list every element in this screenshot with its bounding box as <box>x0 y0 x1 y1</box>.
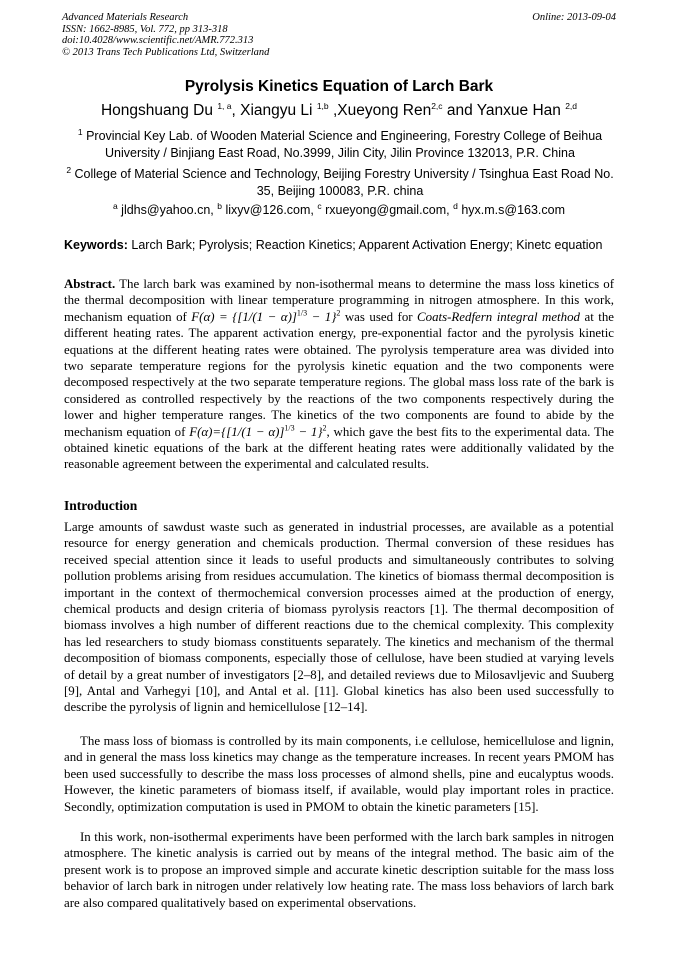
equation-exponent: 2 <box>322 423 327 433</box>
paper-title: Pyrolysis Kinetics Equation of Larch Bark <box>184 78 494 95</box>
equation-part: − 1} <box>294 424 323 439</box>
email-mark: a <box>112 200 118 211</box>
equation-part: − 1} <box>307 309 337 324</box>
journal-header <box>62 12 269 58</box>
equation-exponent: 2 <box>336 308 341 318</box>
journal-name: Advanced Materials Research <box>62 12 189 23</box>
author-affiliation-mark: 2,d <box>565 100 578 111</box>
author-list <box>0 102 678 120</box>
author-name: Hongshuang Du <box>100 102 218 119</box>
author-affiliation-mark: 1, a <box>217 100 232 111</box>
author-name: ,Xueyong Ren <box>328 102 432 119</box>
email-mark: b <box>217 200 222 211</box>
equation-part: F(α)={[1/(1 − α)] <box>189 424 285 439</box>
author-name: , Xiangyu Li <box>231 102 317 119</box>
doi-line: doi:10.4028/www.scientific.net/AMR.772.313 <box>62 35 254 46</box>
email-mark: c <box>317 200 322 211</box>
copyright-line: © 2013 Trans Tech Publications Ltd, Switzerland <box>62 46 270 58</box>
equation-exponent: 1/3 <box>296 308 308 318</box>
issn-line: ISSN: 1662-8985, Vol. 772, pp 313-318 <box>62 23 228 35</box>
online-date: Online: 2013-09-04 <box>532 12 616 23</box>
abstract-text: at the different heating rates. The apparent activation energy, pre-exponential factor and the pyrolysis kinetic equations at the different heating rates were obtained. The pyrolysis temperature area was divided into two separate temperature regions for the pyrolysis kinetic equation and the two components were decomposed respectively at the two separate temperature regions. The global mass loss rate of the bark is considered as controlled respectively by the reactions of the two components respectively during the lower and higher temperature ranges. The kinetics of the two components are found to abide by the mechanism equation of <box>64 309 615 439</box>
keywords <box>64 238 616 252</box>
method-name: Coats-Redfern integral method <box>417 309 580 324</box>
author-affiliation-mark: 2,c <box>431 100 443 111</box>
intro-paragraph-1: Large amounts of sawdust waste such as generated in industrial processes, are available as a potential resource for energy generation and chemicals production. Thermal conversion of these residues has received special attention since it leads to useful products and simultaneously contributes to solving pollution problems arising from residues accumulation. The kinetics of biomass thermal decomposition is important in the context of thermochemical conversion processes aimed at the production of energy, chemical products and design criteria of biomass pyrolysis reactors [1]. The thermal decomposition of biomass involves a high number of different reactions due to the chemical complexity. This complexity has led researchers to study biomass constituents separately. The kinetics and mechanism of the thermal decomposition of biomass components, especially those of cellulose, have been studied at varying levels of detail by a great number of investigators [2–8], and detailed reviews due to Milosavljevic and Suuberg [9], Antal and Varhegyi [10], and Antal et al. [11]. Global kinetics has also been used successfully to describe the pyrolysis of lignin and hemicellulose [12–14]. <box>64 520 614 715</box>
affiliation-mark: 2 <box>66 164 72 175</box>
abstract-text: , which gave the best fits to the experimental data. The obtained kinetic equations of the bark at the different heating rates were additionally validated by the reasonable agreement between the experimental and calculated results. <box>64 424 614 472</box>
section-heading-introduction: Introduction <box>64 498 138 513</box>
email-address[interactable]: jldhs@yahoo.cn, <box>117 203 218 217</box>
abstract <box>64 276 614 473</box>
abstract-text: The larch bark was examined by non-isothermal means to determine the mass loss kinetics of the thermal decomposition with linear temperature programming in nitrogen atmosphere. In this work, mechanism equation of <box>64 277 614 324</box>
affiliation-text: College of Material Science and Technology, Beijing Forestry University / Tsinghua East Road No. 35, Beijing 100083, P.R. china <box>71 167 614 198</box>
email-address[interactable]: rxueyong@gmail.com, <box>321 203 454 217</box>
affiliation-2 <box>66 166 614 199</box>
affiliation-mark: 1 <box>77 126 83 137</box>
author-name: and Yanxue Han <box>442 102 566 119</box>
intro-paragraph-3: In this work, non-isothermal experiments have been performed with the larch bark samples in nitrogen atmosphere. The kinetic analysis is carried out by means of the integral method. The basic aim of the present work is to propose an improved simple and accurate kinetic description suitable for the mass loss behavior of larch bark in nitrogen under relatively low heating rate. The mass loss behaviors of larch bark are also compared qualitatively based on experimental observations. <box>64 830 614 910</box>
equation-exponent: 1/3 <box>284 423 295 433</box>
equation-1 <box>191 310 340 324</box>
affiliation-text: Provincial Key Lab. of Wooden Material Science and Engineering, Forestry College of Beihua University / Binjiang East Road, No.3999, Jilin City, Jilin Province 132013, P.R. China <box>82 129 603 160</box>
email-address[interactable]: lixyv@126.com, <box>222 203 318 217</box>
email-list <box>0 200 678 217</box>
equation-2 <box>189 425 326 439</box>
intro-paragraph-2: The mass loss of biomass is controlled by its main components, i.e cellulose, hemicellulose and lignin, and in general the mass loss kinetics may change as the temperature increases. In recent years PMOM has been used successfully to describe the mass loss processes of almond shells, pine and eucalyptus woods. However, the kinetic parameters of biomass itself, if available, would play important roles in practice. Secondly, optimization computation is used in PMOM to obtain the kinetic parameters [15]. <box>64 734 614 814</box>
keywords-label: Keywords: <box>64 238 128 252</box>
author-affiliation-mark: 1,b <box>316 100 329 111</box>
affiliation-1 <box>66 128 614 161</box>
equation-part: F(α) = {[1/(1 − α)] <box>191 309 297 324</box>
keywords-text: Larch Bark; Pyrolysis; Reaction Kinetics; Apparent Activation Energy; Kinetc equation <box>127 238 603 252</box>
email-address[interactable]: hyx.m.s@163.com <box>457 203 566 217</box>
email-mark: d <box>453 200 458 211</box>
abstract-label: Abstract. <box>64 277 116 291</box>
abstract-text: was used for <box>340 309 418 324</box>
